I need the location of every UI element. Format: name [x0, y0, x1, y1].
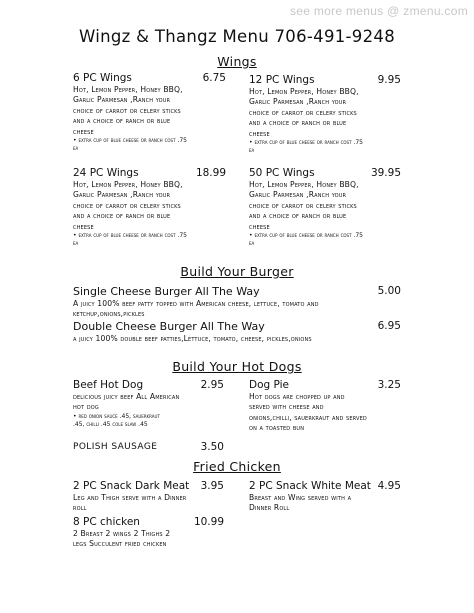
menu-item-2pc-dark-meat: [73, 480, 224, 514]
menu-item-beef-hot-dog: [73, 379, 224, 428]
menu-item-24pc-wings: [73, 167, 228, 248]
item-name: Single Cheese Burger All The Way: [73, 285, 260, 298]
item-note: • extra cup of blue cheese or ranch cost .75 ea: [249, 139, 363, 154]
menu-item-dog-pie: [249, 379, 401, 434]
item-name: Dog Pie: [249, 379, 289, 391]
section-heading-hotdogs: Build Your Hot Dogs: [172, 359, 302, 374]
watermark-text: see more menus @ zmenu.com: [289, 4, 468, 18]
section-heading-wings: Wings: [217, 54, 257, 69]
menu-item-2pc-white-meat: [249, 480, 401, 514]
item-description: Breast and Wing served with a Dinner Roll: [249, 493, 352, 513]
menu-item-single-cheese-burger: [73, 285, 401, 320]
item-price: 3.50: [200, 441, 224, 453]
item-price: 3.95: [200, 480, 224, 492]
item-price: 5.00: [377, 285, 401, 297]
menu-item-50pc-wings: [249, 167, 401, 248]
section-heading-chicken: Fried Chicken: [193, 459, 281, 474]
item-name: 2 PC Snack White Meat: [249, 480, 371, 492]
item-description: Hot, Lemon Pepper, Honey BBQ, Garlic Parmesan ,Ranch your choice of carrot or celery sticks and a choice of ranch or blue cheese: [249, 180, 359, 231]
item-description: Hot, Lemon Pepper, Honey BBQ, Garlic Parmesan ,Ranch your choice of carrot or celery sticks and a choice of ranch or blue cheese: [73, 85, 183, 136]
item-price: 4.95: [377, 480, 401, 492]
menu-item-8pc-chicken: [73, 516, 224, 550]
item-price: 2.95: [200, 379, 224, 391]
item-note: • extra cup of blue cheese or ranch cost .75 ea: [249, 232, 363, 247]
item-note: • extra cup of blue cheese or ranch cost .75 ea: [73, 232, 187, 247]
section-heading-burger: Build Your Burger: [180, 264, 294, 279]
item-description: A juicy 100% beef patty topped with American cheese, lettuce, tomato and ketchup,onions,pickles: [73, 299, 319, 319]
item-description: a juicy 100% double beef patties,Lettuce, tomato, cheese, pickles,onions: [73, 334, 312, 343]
menu-item-6pc-wings: [73, 72, 228, 153]
item-name: 24 PC Wings: [73, 167, 139, 179]
item-name: 12 PC Wings: [249, 74, 315, 86]
menu-item-12pc-wings: [249, 74, 401, 155]
item-name: 50 PC Wings: [249, 167, 315, 179]
item-price: 10.99: [193, 516, 224, 528]
item-name: 2 PC Snack Dark Meat: [73, 480, 190, 492]
item-description: Leg and Thigh serve with a Dinner roll: [73, 493, 187, 513]
menu-item-polish-sausage: [73, 441, 224, 453]
item-price: 3.25: [377, 379, 401, 391]
item-note: • red onion sauce .45, sauerkraut .45, chilli .45 cole slaw .45: [73, 412, 160, 428]
item-description: Hot dogs are chopped up and served with cheese and onions,chilli, sauerkraut and served on a toasted bun: [249, 392, 367, 433]
item-name: Double Cheese Burger All The Way: [73, 320, 265, 333]
menu-item-double-cheese-burger: [73, 320, 401, 344]
item-name: 6 PC Wings: [73, 72, 132, 84]
item-name: POLISH SAUSAGE: [73, 442, 158, 452]
item-description: Hot, Lemon Pepper, Honey BBQ, Garlic Parmesan ,Ranch your choice of carrot or celery sticks and a choice of ranch or blue cheese: [249, 87, 359, 138]
item-price: 9.95: [377, 74, 401, 86]
item-name: 8 PC chicken: [73, 516, 140, 528]
item-description: Hot, Lemon Pepper, Honey BBQ, Garlic Parmesan ,Ranch your choice of carrot or celery sticks and a choice of ranch or blue cheese: [73, 180, 183, 231]
item-price: 6.95: [377, 320, 401, 332]
menu-title: Wingz & Thangz Menu 706-491-9248: [78, 27, 395, 46]
item-description: delicious juicy beef All American hot dog: [73, 392, 180, 412]
item-name: Beef Hot Dog: [73, 379, 144, 391]
item-price: 39.95: [370, 167, 401, 179]
item-note: • extra cup of blue cheese or ranch cost .75 ea: [73, 137, 187, 152]
item-price: 18.99: [195, 167, 226, 179]
item-description: 2 Breast 2 wings 2 Thighs 2 legs Succulent fried chicken: [73, 529, 171, 549]
item-price: 6.75: [202, 72, 226, 84]
